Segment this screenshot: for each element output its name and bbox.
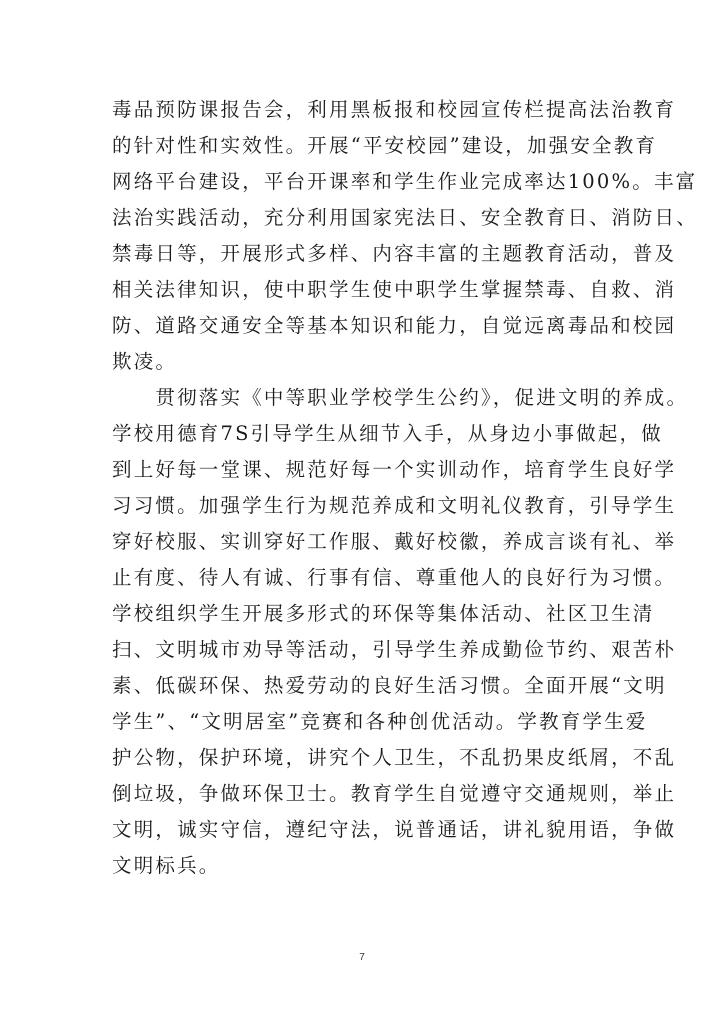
text-line: 禁毒日等，开展形式多样、内容丰富的主题教育活动，普及 <box>112 242 677 265</box>
text-line: 网络平台建设，平台开课率和学生作业完成率达100%。丰富 <box>112 170 698 193</box>
text-line: 学校用德育7S引导学生从细节入手，从身边小事做起，做 <box>112 422 663 445</box>
text-line: 扫、文明城市劝导等活动，引导学生养成勤俭节约、艰苦朴 <box>112 638 677 661</box>
text-line: 文明，诚实守信，遵纪守法，说普通话，讲礼貌用语，争做 <box>112 818 677 841</box>
text-line: 贯彻落实《中等职业学校学生公约》，促进文明的养成。 <box>112 386 689 409</box>
text-line: 相关法律知识，使中职学生使中职学生掌握禁毒、自救、消 <box>112 278 677 301</box>
text-line: 学校组织学生开展多形式的环保等集体活动、社区卫生清 <box>112 602 655 625</box>
page-number: 7 <box>359 952 365 963</box>
text-line: 法治实践活动，充分利用国家宪法日、安全教育日、消防日、 <box>112 206 698 229</box>
text-line: 习习惯。加强学生行为规范养成和文明礼仪教育，引导学生 <box>112 494 677 517</box>
text-line: 文明标兵。 <box>112 854 221 877</box>
text-line: 到上好每一堂课、规范好每一个实训动作，培育学生良好学 <box>112 458 677 481</box>
text-line: 防、道路交通安全等基本知识和能力，自觉远离毒品和校园 <box>112 314 677 337</box>
text-line: 止有度、待人有诚、行事有信、尊重他人的良好行为习惯。 <box>112 566 677 589</box>
text-line: 穿好校服、实训穿好工作服、戴好校徽，养成言谈有礼、举 <box>112 530 677 553</box>
text-line: 欺凌。 <box>112 350 178 373</box>
text-line: 毒品预防课报告会，利用黑板报和校园宣传栏提高法治教育 <box>112 98 677 121</box>
text-line: 的针对性和实效性。开展“平安校园”建设，加强安全教育 <box>112 134 658 157</box>
text-line: 学生”、“文明居室”竞赛和各种创优活动。学教育学生爱 <box>112 710 648 733</box>
text-line: 素、低碳环保、热爱劳动的良好生活习惯。全面开展“文明 <box>112 674 667 697</box>
text-line: 倒垃圾，争做环保卫士。教育学生自觉遵守交通规则，举止 <box>112 782 677 805</box>
text-line: 护公物，保护环境，讲究个人卫生，不乱扔果皮纸屑，不乱 <box>112 746 677 769</box>
